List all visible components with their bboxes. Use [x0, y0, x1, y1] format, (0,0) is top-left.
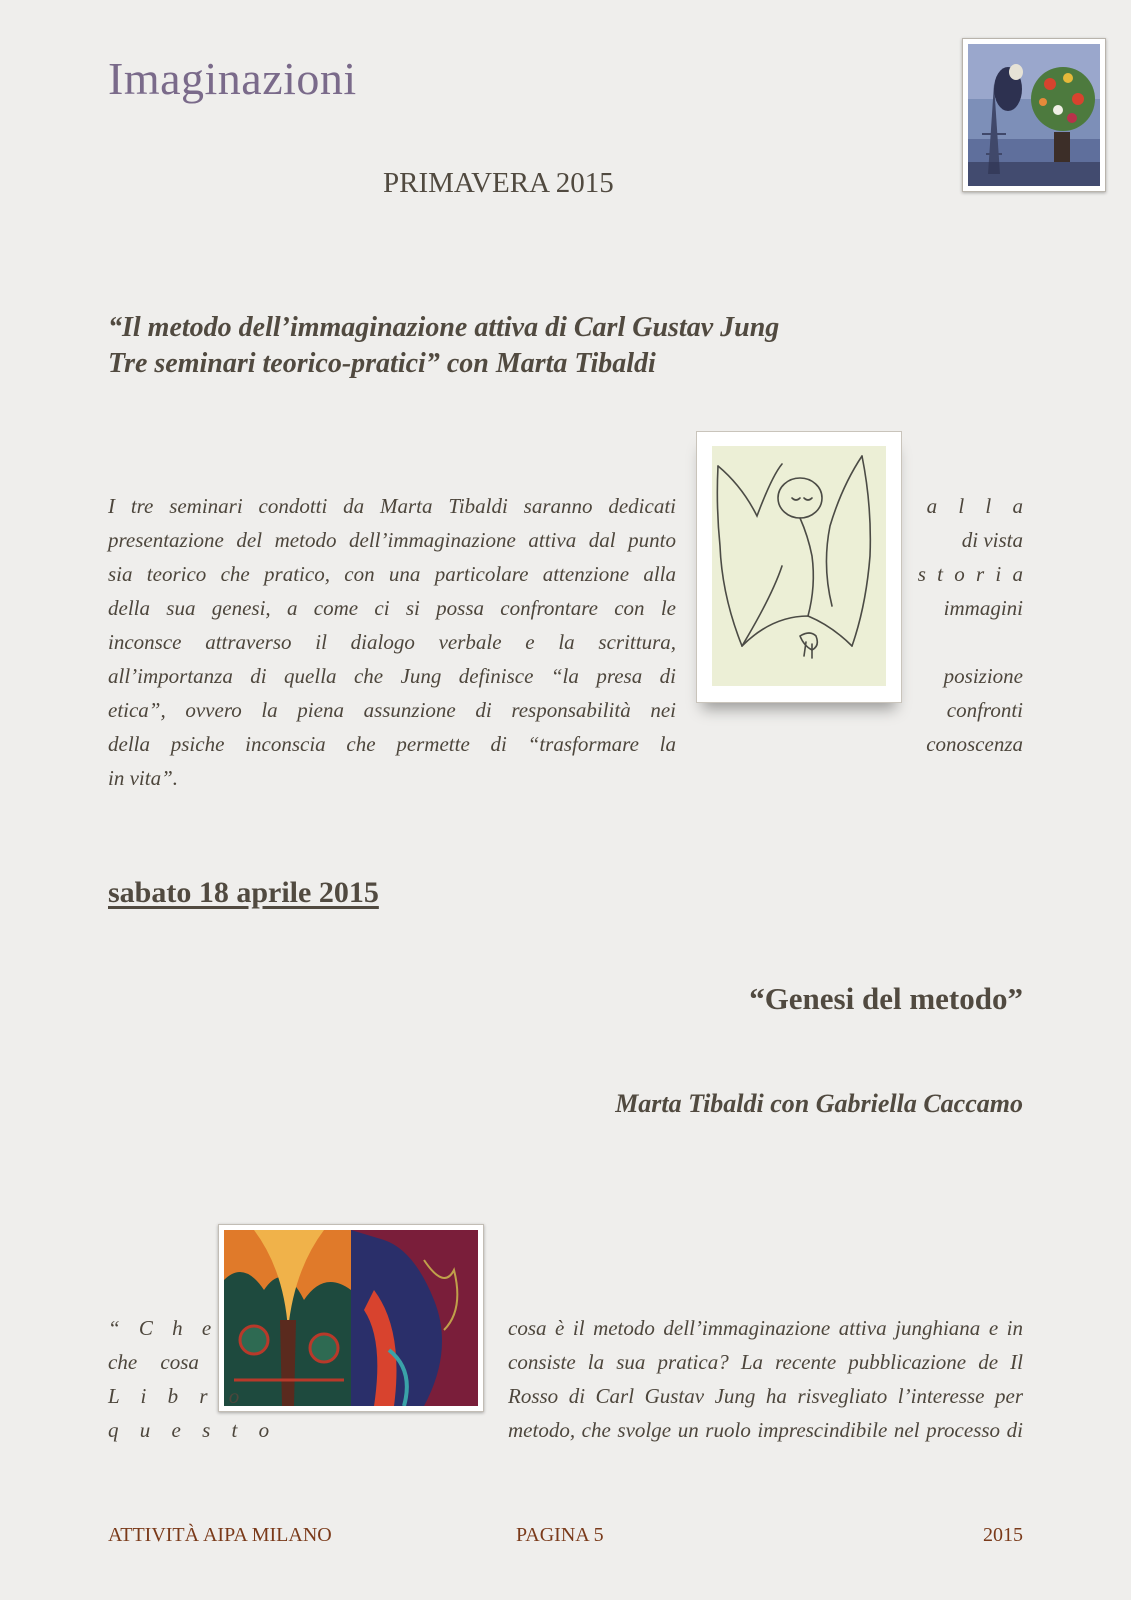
session-title: “Genesi del metodo”	[749, 981, 1023, 1016]
newsletter-title: Imaginazioni	[108, 53, 357, 104]
intro-right-word-6: posizione	[943, 664, 1023, 688]
intro-right-word-8: conoscenza	[926, 732, 1023, 756]
intro-right-word-1: a l l a	[926, 494, 1031, 518]
intro-line-8: della psiche inconscia che permette di “trasformare la	[108, 732, 676, 756]
intro-line-4: della sua genesi, a come ci si possa confrontare con le	[108, 596, 676, 620]
intro-line-9: in vita”.	[108, 766, 179, 790]
seminar-title-line-1: “Il metodo dell’immaginazione attiva di Carl Gustav Jung	[108, 312, 780, 343]
quote-line-2: consiste la sua pratica? La recente pubblicazione de Il	[508, 1350, 1023, 1374]
intro-line-2: presentazione del metodo dell’immaginazione attiva dal punto	[108, 528, 676, 552]
quote-line-3: Rosso di Carl Gustav Jung ha risvegliato l’interesse per	[508, 1384, 1023, 1408]
intro-right-word-4: immagini	[943, 596, 1023, 620]
quote-left-word-3: L i b r o	[108, 1384, 248, 1408]
quote-line-1: cosa è il metodo dell’immaginazione attiva junghiana e in	[508, 1316, 1023, 1340]
session-speakers: Marta Tibaldi con Gabriella Caccamo	[615, 1089, 1023, 1118]
angel-drawing-image	[696, 431, 902, 703]
intro-line-7: etica”, ovvero la piena assunzione di responsabilità nei	[108, 698, 676, 722]
footer-organization: ATTIVITÀ AIPA MILANO	[108, 1524, 332, 1546]
intro-right-word-3: s t o r i a	[917, 562, 1026, 586]
season-heading: PRIMAVERA 2015	[383, 167, 614, 199]
session-date: sabato 18 aprile 2015	[108, 876, 379, 909]
intro-right-word-7: confronti	[946, 698, 1023, 722]
red-book-painting-image	[218, 1224, 484, 1412]
quote-left-word-4: q u e s t o	[108, 1418, 278, 1442]
intro-line-5: inconsce attraverso il dialogo verbale e la scrittura,	[108, 630, 676, 654]
footer-year: 2015	[983, 1524, 1023, 1546]
footer-page-number: PAGINA 5	[516, 1524, 604, 1546]
quote-left-word-1: “ C h e	[108, 1316, 219, 1340]
header-painting-image	[962, 38, 1106, 192]
intro-right-word-2: di vista	[961, 528, 1023, 552]
quote-left-word-2: che cosa	[108, 1350, 199, 1374]
intro-line-3: sia teorico che pratico, con una particolare attenzione alla	[108, 562, 676, 586]
quote-line-4: metodo, che svolge un ruolo imprescindibile nel processo di	[508, 1418, 1023, 1442]
intro-line-6: all’importanza di quella che Jung definisce “la presa di	[108, 664, 676, 688]
intro-line-1: I tre seminari condotti da Marta Tibaldi saranno dedicati	[108, 494, 676, 518]
seminar-title-line-2: Tre seminari teorico-pratici” con Marta Tibaldi	[108, 348, 656, 379]
